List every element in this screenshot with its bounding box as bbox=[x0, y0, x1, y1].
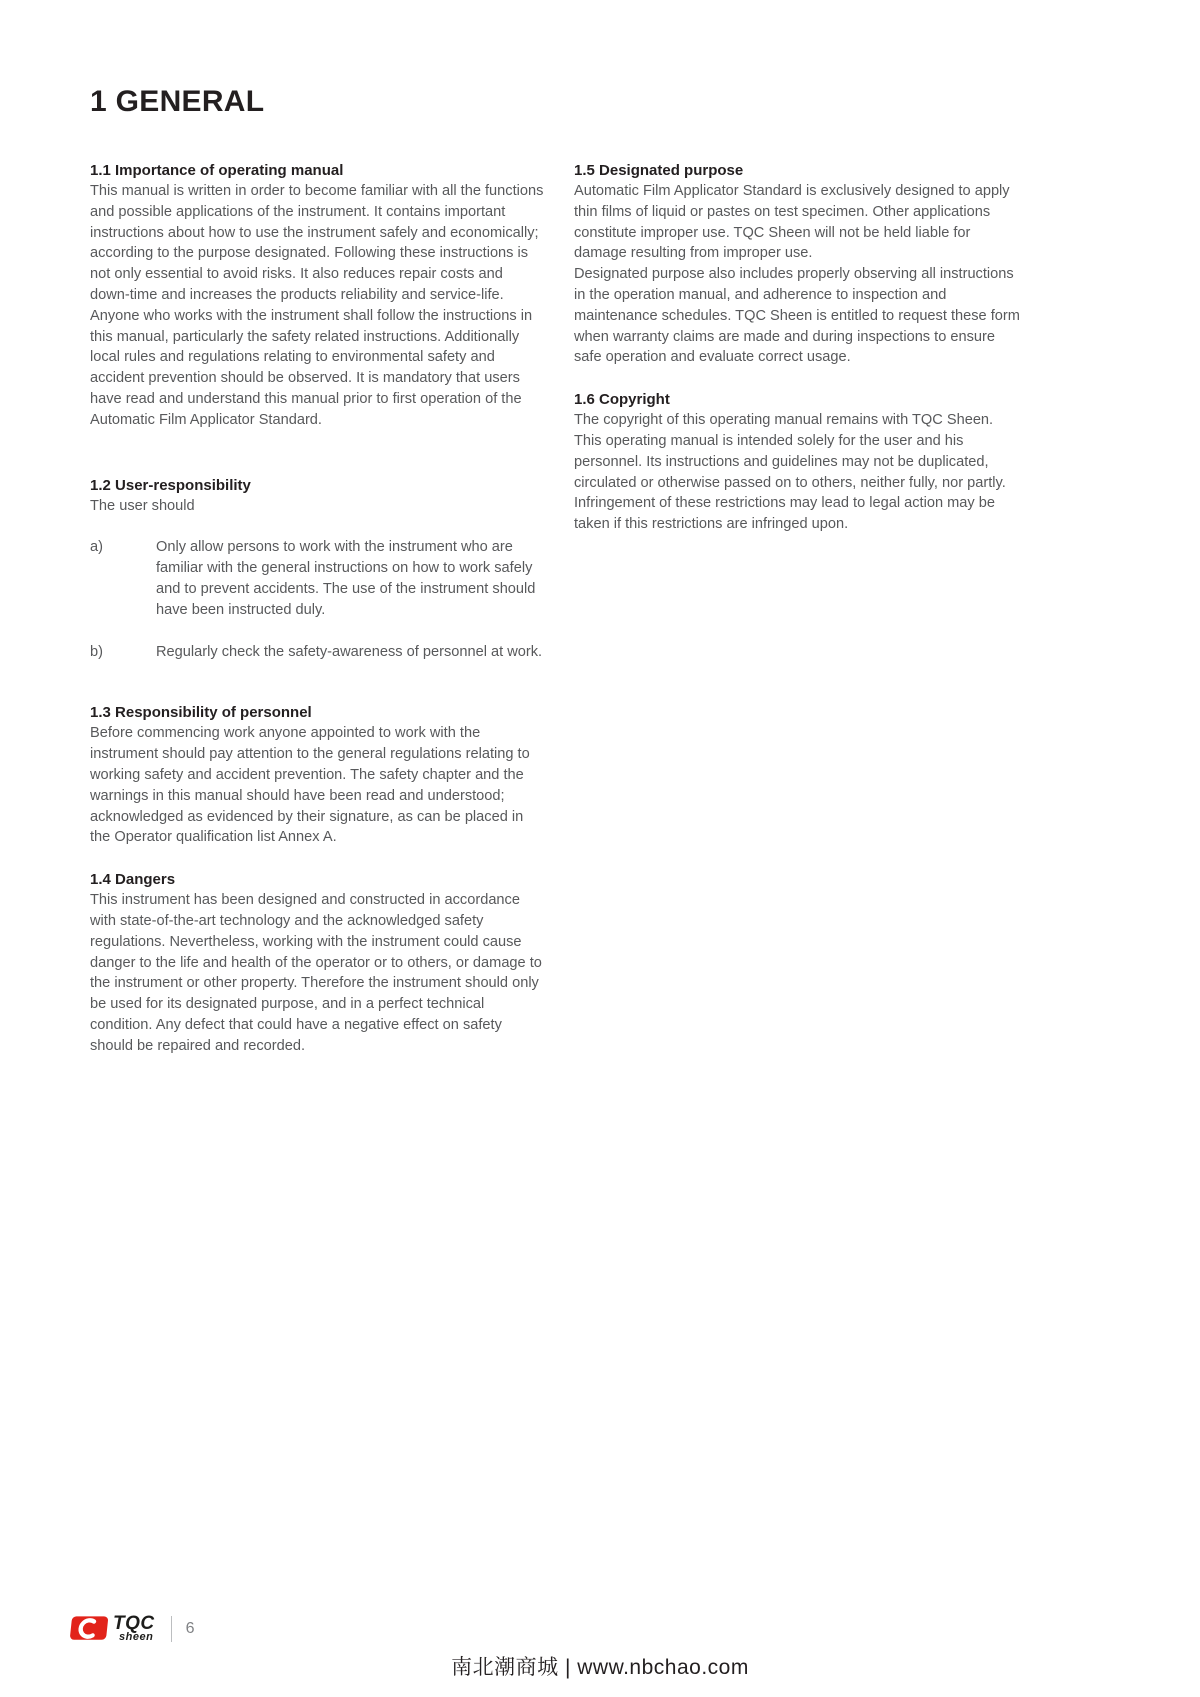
tqc-sheen-logo-icon bbox=[70, 1615, 108, 1642]
section-1-2 bbox=[90, 475, 545, 663]
section-1-6-heading: 1.6 Copyright bbox=[574, 391, 670, 409]
section-1-6-paragraph-1: The copyright of this operating manual remains with TQC Sheen. This operating manual is intended solely for the user and his personnel. Its instructions and guidelines may not be duplicated, circulated or otherwise passed on to others, neither fully, nor partly. Infringement of these restrictions may lead to legal action may be taken if this restrictions are infringed upon. bbox=[574, 412, 1006, 533]
list-item-a-text: Only allow persons to work with the instrument who are familiar with the general instructions on how to work safely and to prevent accidents. The use of the instrument should have been instructed duly. bbox=[156, 539, 536, 618]
section-1-2-heading: 1.2 User-responsibility bbox=[90, 476, 251, 494]
logo-wordmark bbox=[113, 1614, 155, 1643]
section-1-1-paragraph-2: Anyone who works with the instrument shall follow the instructions in this manual, particularly the safety related instructions. Additionally local rules and regulations relating to environmental safety and accident prevention should be observed. It is mandatory that users have read and understand this manual prior to first operation of the Automatic Film Applicator Standard. bbox=[90, 307, 533, 428]
tqc-sheen-logo bbox=[70, 1614, 155, 1643]
column-right bbox=[574, 160, 1022, 535]
page-number: 6 bbox=[185, 1619, 195, 1637]
watermark-text: 南北潮商城 | www.nbchao.com bbox=[451, 1656, 749, 1679]
page-content bbox=[90, 84, 1022, 1057]
footer-divider bbox=[171, 1616, 172, 1642]
section-1-4-paragraph-1: This instrument has been designed and constructed in accordance with state-of-the-art technology and the acknowledged safety regulations. Nevertheless, working with the instrument could cause danger to the life and health of the operator or to others, or damage to the instrument or other property. Therefore the instrument should only be used for its designated purpose, and in a perfect technical condition. Any defect that could have a negative effect on safety should be repaired and recorded. bbox=[90, 892, 542, 1054]
chapter-title: 1 GENERAL bbox=[90, 85, 265, 118]
section-1-3-heading: 1.3 Responsibility of personnel bbox=[90, 704, 312, 722]
column-left bbox=[90, 160, 545, 1057]
section-1-5-paragraph-1: Automatic Film Applicator Standard is exclusively designed to apply thin films of liquid or pastes on test specimen. Other applications constitute improper use. TQC Sheen will not be held liable for damage resulting from improper use. bbox=[574, 183, 1010, 262]
list-marker-a: a) bbox=[90, 539, 103, 556]
logo-text-sheen: sheen bbox=[119, 1631, 154, 1643]
section-1-4-heading: 1.4 Dangers bbox=[90, 871, 176, 889]
section-1-3-paragraph-1: Before commencing work anyone appointed to work with the instrument should pay attention to the general regulations relating to working safety and accident prevention. The safety chapter and the warnings in this manual should have been read and understood; acknowledged as evidenced by their signature, as can be placed in the Operator qualification list Annex A. bbox=[90, 725, 530, 846]
list-marker-b: b) bbox=[90, 643, 103, 660]
section-1-3 bbox=[90, 702, 545, 848]
section-1-2-intro: The user should bbox=[90, 497, 195, 514]
two-column-layout bbox=[90, 160, 1022, 1057]
section-1-6 bbox=[574, 389, 1022, 535]
section-1-1 bbox=[90, 160, 545, 431]
section-1-4 bbox=[90, 869, 545, 1056]
section-1-5-heading: 1.5 Designated purpose bbox=[574, 162, 744, 179]
page-footer bbox=[70, 1614, 195, 1643]
section-1-5 bbox=[574, 160, 1022, 368]
logo-text-tqc: TQC bbox=[113, 1613, 155, 1634]
section-1-5-paragraph-2: Designated purpose also includes properly observing all instructions in the operation manual, and adherence to inspection and maintenance schedules. TQC Sheen is entitled to request these form when warranty claims are made and during inspections to ensure safe operation and evaluate correct usage. bbox=[574, 266, 1020, 366]
list-item-b-text: Regularly check the safety-awareness of personnel at work. bbox=[156, 643, 543, 660]
section-1-1-paragraph-1: This manual is written in order to become familiar with all the functions and possible applications of the instrument. It contains important instructions about how to use the instrument safely and economically; according to the purpose designated. Following these instructions is not only essential to avoid risks. It also reduces repair costs and down-time and increases the products reliability and service-life. bbox=[90, 183, 544, 303]
section-1-1-heading: 1.1 Importance of operating manual bbox=[90, 162, 344, 179]
list-item-a bbox=[90, 537, 545, 620]
list-item-b bbox=[90, 642, 545, 663]
